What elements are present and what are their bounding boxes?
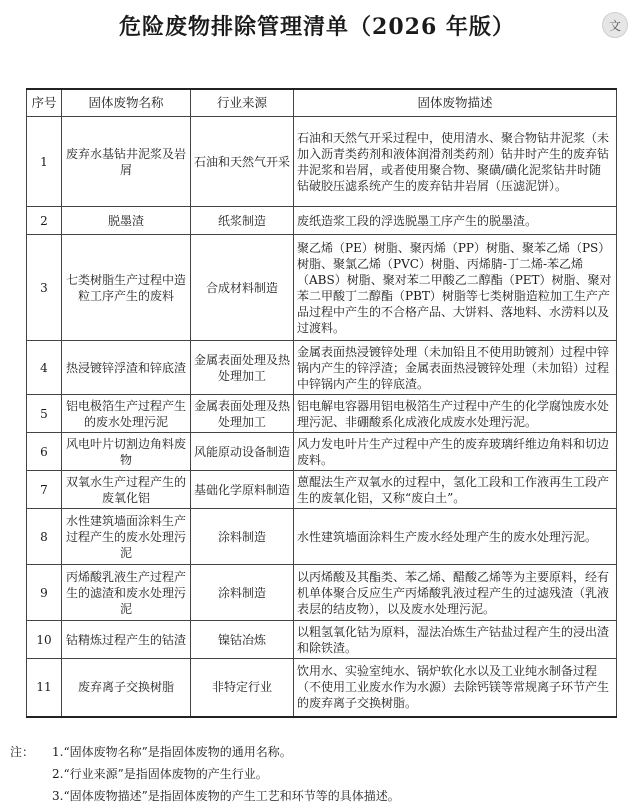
row-source: 纸浆制造 (191, 207, 294, 235)
translate-icon[interactable]: 文 (602, 12, 628, 38)
table-row (27, 659, 617, 717)
row-source: 非特定行业 (191, 659, 294, 717)
row-name: 风电叶片切割边角料废物 (62, 433, 191, 471)
row-name: 七类树脂生产过程中造粒工序产生的废料 (62, 235, 191, 341)
table-row (27, 341, 617, 395)
header-source: 行业来源 (191, 89, 294, 117)
table-row (27, 207, 617, 235)
row-description: 铝电解电容器用铝电极箔生产过程中产生的化学腐蚀废水处理污泥、非硼酸系化成液化成废水处理污泥。 (294, 395, 617, 433)
note-item (10, 785, 610, 807)
row-description: 风力发电叶片生产过程中产生的废弃玻璃纤维边角料和切边废料。 (294, 433, 617, 471)
row-no: 7 (27, 471, 62, 509)
header-no: 序号 (27, 89, 62, 117)
row-description: 石油和天然气开采过程中，使用清水、聚合物钻井泥浆（未加入沥青类药剂和液体润滑剂类药剂）钻井时产生的废弃钻井泥浆和岩屑，或者使用聚合物、聚磺/磺化泥浆钻井时随钻破胶压滤系统产生的废弃钻井岩屑（压滤泥饼）。 (294, 117, 617, 207)
row-description: 蒽醌法生产双氧水的过程中，氢化工段和工作液再生工段产生的废氧化铝，又称“废白土”。 (294, 471, 617, 509)
row-description: 聚乙烯（PE）树脂、聚丙烯（PP）树脂、聚苯乙烯（PS）树脂、聚氯乙烯（PVC）树脂、丙烯腈-丁二烯-苯乙烯（ABS）树脂、聚对苯二甲酸乙二醇酯（PET）树脂、聚对苯二甲酸丁二醇酯（PBT）树脂等七类树脂造粒加工生产产品过程中产生的不合格产品、大饼料、落地料、水涝料以及过渡料。 (294, 235, 617, 341)
row-no: 6 (27, 433, 62, 471)
table-row (27, 433, 617, 471)
row-no: 11 (27, 659, 62, 717)
row-name: 废弃水基钻井泥浆及岩屑 (62, 117, 191, 207)
row-no: 1 (27, 117, 62, 207)
row-name: 丙烯酸乳液生产过程产生的滤渣和废水处理污泥 (62, 565, 191, 621)
row-no: 2 (27, 207, 62, 235)
row-name: 铝电极箔生产过程产生的废水处理污泥 (62, 395, 191, 433)
row-name: 双氧水生产过程产生的废氧化铝 (62, 471, 191, 509)
table-header-row (27, 89, 617, 117)
header-description: 固体废物描述 (294, 89, 617, 117)
table-row (27, 471, 617, 509)
row-name: 水性建筑墙面涂料生产过程产生的废水处理污泥 (62, 509, 191, 565)
row-no: 4 (27, 341, 62, 395)
note-item (10, 763, 610, 785)
row-source: 金属表面处理及热处理加工 (191, 395, 294, 433)
row-source: 风能原动设备制造 (191, 433, 294, 471)
row-name: 废弃离子交换树脂 (62, 659, 191, 717)
row-source: 涂料制造 (191, 509, 294, 565)
row-source: 涂料制造 (191, 565, 294, 621)
note-text: 3.“固体废物描述”是指固体废物的产生工艺和环节等的具体描述。 (52, 789, 400, 803)
row-description: 饮用水、实验室纯水、锅炉软化水以及工业纯水制备过程（不使用工业废水作为水源）去除钙镁等常规离子环节产生的废弃离子交换树脂。 (294, 659, 617, 717)
notes-label: 注： (10, 745, 35, 759)
table-row (27, 235, 617, 341)
row-name: 热浸镀锌浮渣和锌底渣 (62, 341, 191, 395)
note-text: 1.“固体废物名称”是指固体废物的通用名称。 (52, 745, 292, 759)
row-description: 以粗氢氧化钴为原料，湿法冶炼生产钴盐过程产生的浸出渣和除铁渣。 (294, 621, 617, 659)
row-description: 水性建筑墙面涂料生产废水经处理产生的废水处理污泥。 (294, 509, 617, 565)
notes-section (10, 741, 610, 807)
row-description: 废纸造浆工段的浮选脱墨工序产生的脱墨渣。 (294, 207, 617, 235)
row-no: 9 (27, 565, 62, 621)
row-source: 合成材料制造 (191, 235, 294, 341)
table-row (27, 395, 617, 433)
note-item (10, 741, 610, 763)
exclusion-list-table (26, 88, 617, 718)
table-row (27, 117, 617, 207)
note-text: 2.“行业来源”是指固体废物的产生行业。 (52, 767, 268, 781)
row-no: 10 (27, 621, 62, 659)
table-row (27, 565, 617, 621)
table-row (27, 509, 617, 565)
row-source: 石油和天然气开采 (191, 117, 294, 207)
row-source: 金属表面处理及热处理加工 (191, 341, 294, 395)
page-title: 危险废物排除管理清单（2026 年版） (119, 14, 515, 40)
row-no: 5 (27, 395, 62, 433)
row-description: 金属表面热浸镀锌处理（未加铅且不使用助镀剂）过程中锌锅内产生的锌浮渣；金属表面热浸镀锌处理（未加铅）过程中锌锅内产生的锌底渣。 (294, 341, 617, 395)
table-row (27, 621, 617, 659)
row-description: 以丙烯酸及其酯类、苯乙烯、醋酸乙烯等为主要原料，经有机单体聚合反应生产丙烯酸乳液过程产生的过滤残渣（乳液表层的结皮物），以及废水处理污泥。 (294, 565, 617, 621)
row-source: 基础化学原料制造 (191, 471, 294, 509)
header-name: 固体废物名称 (62, 89, 191, 117)
row-no: 3 (27, 235, 62, 341)
row-no: 8 (27, 509, 62, 565)
row-name: 脱墨渣 (62, 207, 191, 235)
row-source: 镍钴冶炼 (191, 621, 294, 659)
row-name: 钴精炼过程产生的钴渣 (62, 621, 191, 659)
